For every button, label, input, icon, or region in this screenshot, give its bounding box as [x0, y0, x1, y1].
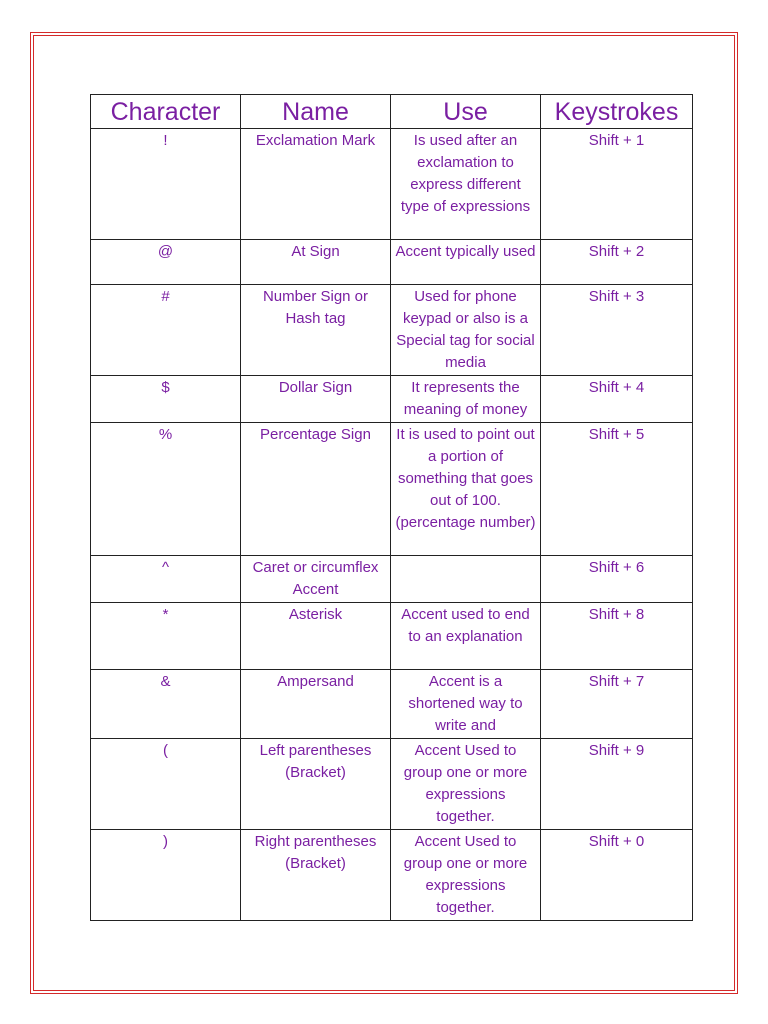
cell-name: At Sign [241, 240, 391, 285]
cell-name: Right parentheses (Bracket) [241, 830, 391, 921]
cell-character: ( [91, 739, 241, 830]
cell-name: Left parentheses (Bracket) [241, 739, 391, 830]
cell-keystrokes: Shift + 9 [541, 739, 693, 830]
cell-keystrokes: Shift + 0 [541, 830, 693, 921]
cell-use: Accent is a shortened way to write and [391, 670, 541, 739]
cell-use: Accent used to end to an explanation [391, 603, 541, 670]
cell-character: * [91, 603, 241, 670]
cell-character: ! [91, 129, 241, 240]
cell-keystrokes: Shift + 6 [541, 556, 693, 603]
cell-character: @ [91, 240, 241, 285]
cell-name: Asterisk [241, 603, 391, 670]
table-row [91, 129, 693, 240]
table-row [91, 423, 693, 556]
table-row [91, 603, 693, 670]
table-row [91, 376, 693, 423]
table-row [91, 285, 693, 376]
cell-name: Caret or circumflex Accent [241, 556, 391, 603]
cell-character: $ [91, 376, 241, 423]
header-keystrokes: Keystrokes [541, 95, 693, 129]
header-use: Use [391, 95, 541, 129]
cell-character: # [91, 285, 241, 376]
cell-keystrokes: Shift + 8 [541, 603, 693, 670]
cell-use: Accent typically used [391, 240, 541, 285]
cell-character: & [91, 670, 241, 739]
cell-use: Accent Used to group one or more expressions together. [391, 739, 541, 830]
cell-use: It is used to point out a portion of something that goes out of 100. (percentage number) [391, 423, 541, 556]
keyboard-characters-table [90, 94, 693, 921]
cell-name: Ampersand [241, 670, 391, 739]
cell-character: ^ [91, 556, 241, 603]
table-row [91, 240, 693, 285]
header-character: Character [91, 95, 241, 129]
cell-name: Dollar Sign [241, 376, 391, 423]
cell-keystrokes: Shift + 3 [541, 285, 693, 376]
cell-name: Number Sign or Hash tag [241, 285, 391, 376]
cell-use: Used for phone keypad or also is a Special tag for social media [391, 285, 541, 376]
cell-character: ) [91, 830, 241, 921]
cell-keystrokes: Shift + 5 [541, 423, 693, 556]
header-name: Name [241, 95, 391, 129]
cell-keystrokes: Shift + 1 [541, 129, 693, 240]
cell-use: Accent Used to group one or more expressions together. [391, 830, 541, 921]
cell-use: It represents the meaning of money [391, 376, 541, 423]
table-header-row [91, 95, 693, 129]
table-row [91, 830, 693, 921]
table-row [91, 739, 693, 830]
cell-keystrokes: Shift + 7 [541, 670, 693, 739]
cell-use: Is used after an exclamation to express different type of expressions [391, 129, 541, 240]
table-row [91, 556, 693, 603]
table-row [91, 670, 693, 739]
cell-use [391, 556, 541, 603]
cell-name: Exclamation Mark [241, 129, 391, 240]
cell-name: Percentage Sign [241, 423, 391, 556]
cell-character: % [91, 423, 241, 556]
cell-keystrokes: Shift + 4 [541, 376, 693, 423]
cell-keystrokes: Shift + 2 [541, 240, 693, 285]
